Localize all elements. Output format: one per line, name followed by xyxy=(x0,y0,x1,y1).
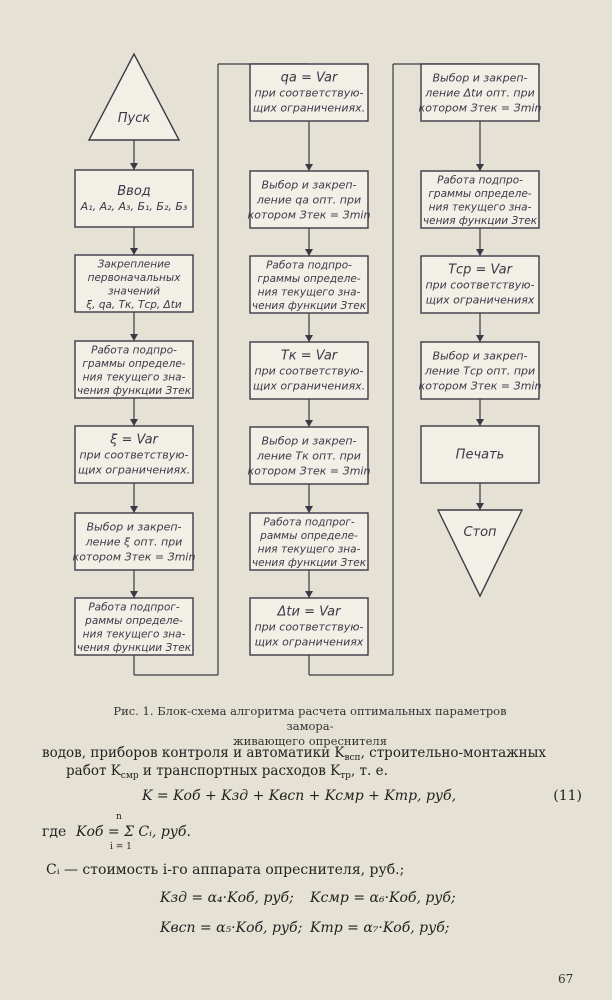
box-text-line: щих ограничениях. xyxy=(77,463,191,477)
box-text-line: раммы определе- xyxy=(85,614,183,627)
box-text-line: первоначальных xyxy=(87,271,181,284)
box-text-line: ление Тср опт. при xyxy=(424,364,536,378)
where-expression: Kоб = Σ Cᵢ, руб. xyxy=(76,824,191,840)
arrow-c1 xyxy=(130,506,138,513)
sum-upper-limit: n xyxy=(116,812,122,822)
box-text-line: ξ = Var xyxy=(110,432,158,448)
box-text-line: котором Зтек = Зmin xyxy=(247,208,371,222)
arrow-c3 xyxy=(476,249,484,256)
caption-line-2: живающего опреснителя xyxy=(233,734,387,748)
box-text-line: Выбор и закреп- xyxy=(432,71,528,85)
box-text-line: Выбор и закреп- xyxy=(86,520,182,534)
box-text-line: ния текущего зна- xyxy=(257,543,361,556)
box-text-line: Δtи = Var xyxy=(277,604,341,620)
box-text-line: ния текущего зна- xyxy=(257,286,361,299)
box-text-line: граммы определе- xyxy=(428,187,532,200)
box-text-line: чения функции Зтек xyxy=(422,214,538,227)
box-text-line: при соответствую- xyxy=(79,448,189,462)
box-text-line: щих ограничениях. xyxy=(252,101,366,115)
box-text-line: котором Зтек = Зmin xyxy=(418,101,542,115)
box-text-line: Выбор и закреп- xyxy=(261,434,357,448)
box-text-line: Печать xyxy=(455,447,505,463)
stop-terminal xyxy=(438,510,522,596)
arrow-c3 xyxy=(476,335,484,342)
arrow-c1 xyxy=(130,419,138,426)
arrow-c2 xyxy=(305,420,313,427)
formula-11-expression: K = Kоб + Kзд + Kвсп + Kсмр + Kтр, руб, xyxy=(142,788,457,804)
formula-11 xyxy=(42,788,582,810)
box-text-line: чения функции Зтек xyxy=(76,641,192,654)
arrow-c2 xyxy=(305,591,313,598)
where-prefix: где xyxy=(42,824,67,840)
arrow-start-to-input xyxy=(130,163,138,170)
arrow-c2 xyxy=(305,506,313,513)
start-terminal xyxy=(89,54,179,140)
box-text-line: Тср = Var xyxy=(448,262,512,278)
box-text-line: ния текущего зна- xyxy=(82,628,186,641)
start-label: Пуск xyxy=(117,111,151,126)
arrow-c1 xyxy=(130,334,138,341)
box-text-line: Закрепление xyxy=(97,258,171,271)
box-text-line: ξ, qа, Тк, Тср, Δtи xyxy=(86,298,182,311)
box-text-line: Выбор и закреп- xyxy=(261,178,357,192)
box-text-line: при соответствую- xyxy=(254,86,364,100)
arrow-c3 xyxy=(476,419,484,426)
paragraph-line-1: водов, приборов контроля и автоматики $K_{всп}$, строительно-монтажных xyxy=(42,745,546,763)
arrow-c2 xyxy=(305,335,313,342)
definition-text: Cᵢ — стоимость i-го аппарата опреснителя, руб.; xyxy=(46,862,405,878)
box-text-line: ление Δtи опт. при xyxy=(425,86,535,100)
box-text-line: ление Тк опт. при xyxy=(257,449,361,463)
box-text-line: щих ограничениях xyxy=(425,293,535,307)
box-text-line: ление ξ опт. при xyxy=(85,535,183,549)
box-text-line: при соответствую- xyxy=(254,364,364,378)
sum-lower-limit: i = 1 xyxy=(110,842,132,852)
stop-label: Стоп xyxy=(463,525,497,540)
caption-line-1: Рис. 1. Блок-схема алгоритма расчета оптимальных параметров замора- xyxy=(113,704,507,733)
box-text-line: ния текущего зна- xyxy=(82,371,186,384)
figure-caption xyxy=(100,704,520,749)
where-clause xyxy=(42,812,582,854)
box-text-line: раммы определе- xyxy=(260,529,358,542)
arrow-print-to-stop xyxy=(476,503,484,510)
box-text-line: чения функции Зтек xyxy=(251,556,367,569)
box-text-line: Работа подпрог- xyxy=(88,601,180,614)
page-number: 67 xyxy=(558,972,574,986)
box-text-line: граммы определе- xyxy=(257,272,361,285)
box-text-line: при соответствую- xyxy=(425,278,535,292)
box-text-line: значений xyxy=(107,285,161,298)
box-text-line: котором Зтек = Зmin xyxy=(418,379,542,393)
box-text-line: Ввод xyxy=(117,184,151,199)
box-text-line: котором Зтек = Зmin xyxy=(247,464,371,478)
box-text-line: Работа подпрог- xyxy=(263,516,355,529)
box-text-line: котором Зтек = Зmin xyxy=(72,550,196,564)
arrow-c1 xyxy=(130,248,138,255)
eq-kzd: Kзд = α₄·Kоб, руб; xyxy=(160,890,294,906)
box-text-line: чения функции Зтек xyxy=(76,384,192,397)
arrow-c1 xyxy=(130,591,138,598)
box-text-line: щих ограничениях. xyxy=(252,379,366,393)
box-text-line: A₁, A₂, A₃, Б₁, Б₂, Б₃ xyxy=(80,200,188,213)
eq-ksmr: Kсмр = α₆·Kоб, руб; xyxy=(310,890,456,906)
box-text-line: Работа подпро- xyxy=(91,344,177,357)
arrow-c2 xyxy=(305,249,313,256)
arrow-c3 xyxy=(476,164,484,171)
box-text-line: щих ограничениях xyxy=(254,635,364,649)
box-text-line: ление qа опт. при xyxy=(256,193,362,207)
box-text-line: Выбор и закреп- xyxy=(432,349,528,363)
box-text-line: Тк = Var xyxy=(280,348,338,364)
box-text-line: Работа подпро- xyxy=(266,259,352,272)
eq-ktr: Kтр = α₇·Kоб, руб; xyxy=(310,920,450,936)
formula-11-number: (11) xyxy=(553,788,582,804)
box-text-line: при соответствую- xyxy=(254,620,364,634)
paragraph-line-2: работ $K_{смр}$ и транспортных расходов $K_{тр}$, т. е. xyxy=(66,763,388,781)
box-text-line: ния текущего зна- xyxy=(428,201,532,214)
box-text-line: чения функции Зтек xyxy=(251,299,367,312)
box-text-line: qа = Var xyxy=(280,70,338,86)
eq-kvsp: Kвсп = α₅·Kоб, руб; xyxy=(160,920,303,936)
box-text-line: Работа подпро- xyxy=(437,174,523,187)
arrow-c2 xyxy=(305,164,313,171)
box-text-line: граммы определе- xyxy=(82,357,186,370)
